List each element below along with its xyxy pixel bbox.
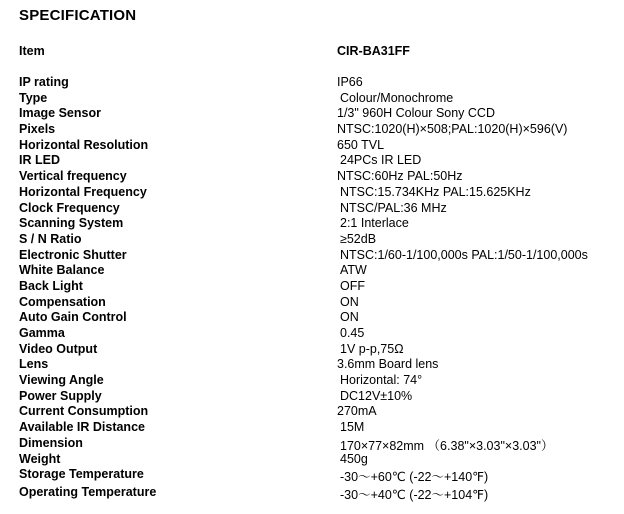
item-label: Item [19,44,45,58]
spec-row-weight [19,452,619,468]
spec-value: ≥52dB [340,231,377,246]
spec-value: -30～+60℃ (-22～+140℉) [340,470,489,485]
spec-row-type [19,91,619,107]
spec-row-video-output [19,342,619,358]
spec-label: Horizontal Resolution [19,137,149,152]
spec-label: Available IR Distance [19,420,145,435]
spec-label: Current Consumption [19,404,149,419]
spec-row-power-supply [19,389,619,405]
spec-row-ir-distance [19,420,619,436]
spec-value: 270mA [337,404,377,419]
spec-label: White Balance [19,263,105,278]
spec-label: Clock Frequency [19,200,120,215]
spec-value: 3.6mm Board lens [337,357,439,372]
spec-label: Auto Gain Control [19,310,127,325]
spec-label: Vertical frequency [19,169,127,184]
spec-value: 15M [340,420,365,435]
spec-value: NTSC/PAL:36 MHz [340,200,447,215]
spec-row-clock-frequency [19,201,619,217]
spec-row-back-light [19,279,619,295]
spec-value: NTSC:15.734KHz PAL:15.625KHz [340,184,531,199]
spec-label: Type [19,90,48,105]
spec-row-current-consumption [19,404,619,420]
spec-value: ON [340,294,359,309]
spec-value: Horizontal: 74° [340,373,423,388]
spec-label: Operating Temperature [19,484,157,499]
page-title: SPECIFICATION [19,7,137,24]
spec-row-horizontal-resolution [19,138,619,154]
spec-value: NTSC:1/60-1/100,000s PAL:1/50-1/100,000s [340,247,588,262]
spec-label: Storage Temperature [19,467,144,482]
spec-row-image-sensor [19,106,619,122]
spec-label: Dimension [19,435,83,450]
spec-label: IR LED [19,153,60,168]
spec-value: NTSC:1020(H)×508;PAL:1020(H)×596(V) [337,122,568,137]
spec-value: 650 TVL [337,137,385,152]
spec-row-ir-led [19,153,619,169]
spec-row-gamma [19,326,619,342]
spec-row-storage-temperature [19,467,619,483]
spec-row-lens [19,357,619,373]
spec-value: -30～+40℃ (-22～+104℉) [340,487,489,502]
spec-label: Lens [19,357,49,372]
spec-label: Compensation [19,294,106,309]
spec-value: 2:1 Interlace [340,216,409,231]
spec-label: Pixels [19,122,56,137]
spec-value: 170×77×82mm （6.38"×3.03"×3.03"） [340,438,554,453]
spec-value: NTSC:60Hz PAL:50Hz [337,169,463,184]
spec-label: Video Output [19,341,98,356]
spec-row-sn-ratio [19,232,619,248]
spec-value: 450g [340,451,368,466]
spec-label: Back Light [19,278,83,293]
spec-row-viewing-angle [19,373,619,389]
spec-label: Gamma [19,326,65,340]
spec-value: Colour/Monochrome [340,90,454,105]
spec-value: ATW [340,263,367,278]
spec-row-scanning-system [19,216,619,232]
spec-row-compensation [19,295,619,311]
spec-label: Viewing Angle [19,373,104,388]
model-number: CIR-BA31FF [337,44,410,58]
spec-label: S / N Ratio [19,231,82,246]
spec-row-ip-rating [19,75,619,91]
spec-label: Scanning System [19,216,124,231]
spec-row-white-balance [19,263,619,279]
spec-label: Power Supply [19,388,102,403]
spec-row-dimension [19,436,619,452]
spec-label: Image Sensor [19,106,101,121]
spec-row-vertical-frequency [19,169,619,185]
spec-row-electronic-shutter [19,248,619,264]
spec-value: ON [340,310,359,325]
spec-row-horizontal-frequency [19,185,619,201]
spec-header-row [19,44,619,60]
spec-row-operating-temperature [19,485,619,501]
spec-row-auto-gain-control [19,310,619,326]
spec-row-pixels [19,122,619,138]
spec-value: OFF [340,278,365,293]
spec-value: DC12V±10% [340,388,413,403]
spec-table [19,75,619,501]
spec-value: 24PCs IR LED [340,153,422,168]
spec-label: IP rating [19,75,69,89]
spec-value: 0.45 [340,326,365,340]
spec-value: 1V p-p,75Ω [340,341,404,356]
spec-label: Horizontal Frequency [19,184,147,199]
spec-value: IP66 [337,75,363,89]
spec-label: Weight [19,451,61,466]
spec-label: Electronic Shutter [19,247,127,262]
spec-value: 1/3" 960H Colour Sony CCD [337,106,495,121]
